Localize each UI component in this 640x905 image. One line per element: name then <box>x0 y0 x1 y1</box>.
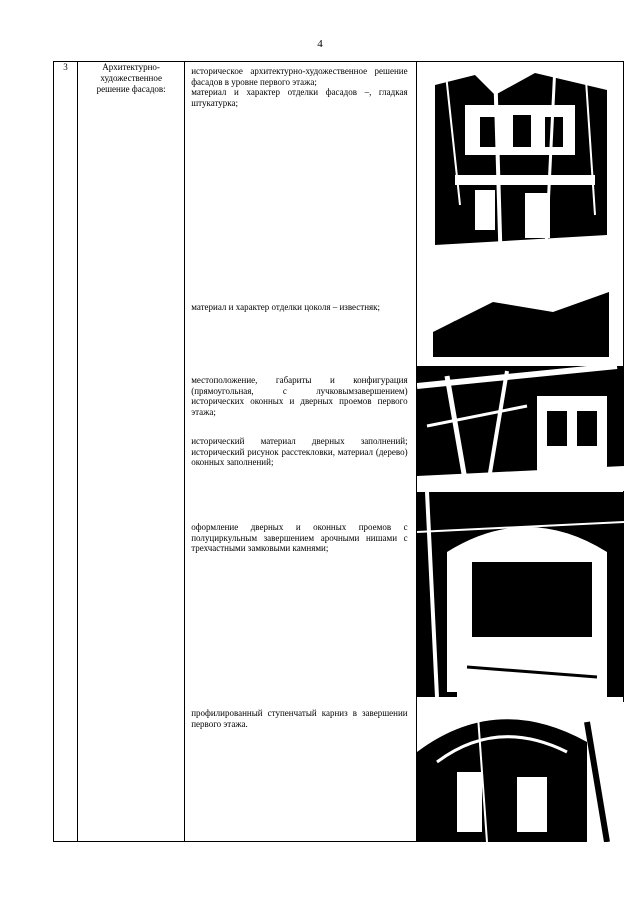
description-cell <box>185 62 416 842</box>
facade-photo-2 <box>433 272 609 357</box>
facade-photo-4 <box>417 492 624 697</box>
row-label-line: Архитектурно- <box>102 62 160 72</box>
facade-table <box>53 61 624 842</box>
row-number: 3 <box>54 62 78 842</box>
description-fillings <box>191 436 407 468</box>
description-facade-finish <box>191 66 407 108</box>
facade-photo-1 <box>435 65 607 270</box>
description-arches <box>191 522 407 554</box>
photo-cell <box>416 62 623 842</box>
table-row <box>54 62 624 842</box>
facade-photo-3 <box>417 366 624 491</box>
page-number: 4 <box>317 38 323 50</box>
description-line: материал и характер отделки фасадов –, гладкая штукатурка; <box>191 87 408 108</box>
row-label-line: художественное <box>100 73 162 83</box>
facade-photo-5 <box>417 702 624 842</box>
description-line: историческое архитектурно-художественное решение фасадов в уровне первого этажа; <box>191 66 408 87</box>
row-label-line: решение фасадов: <box>96 84 166 94</box>
description-openings <box>191 375 407 417</box>
description-line: профилированный ступенчатый карниз в завершении первого этажа. <box>191 708 408 729</box>
description-line: исторический материал дверных заполнений; исторический рисунок расстекловки, материал (дерево) оконных заполнений; <box>191 436 408 467</box>
row-label <box>78 62 185 842</box>
description-line: местоположение, габариты и конфигурация (прямоугольная, с лучковымзавершением) исторических оконных и дверных проемов первого этажа; <box>191 375 408 417</box>
description-line: оформление дверных и оконных проемов с полуциркульным завершением арочными нишами с трехчастными замковыми камнями; <box>191 522 408 553</box>
description-line: материал и характер отделки цоколя – известняк; <box>191 302 381 312</box>
description-plinth <box>191 302 407 313</box>
description-cornice <box>191 708 407 729</box>
